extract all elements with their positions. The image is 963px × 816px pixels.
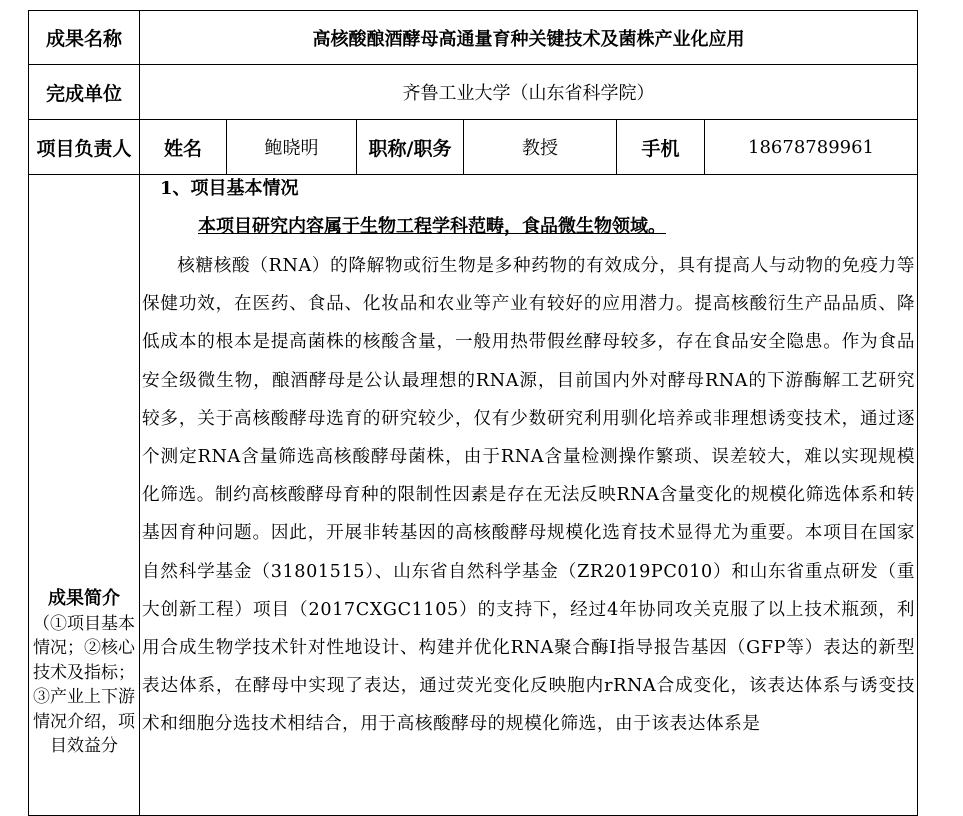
achievement-name-value: 高核酸酿酒酵母高通量育种关键技术及菌株产业化应用 xyxy=(140,11,918,65)
achievement-name-row xyxy=(29,11,918,65)
completing-unit-row xyxy=(29,65,918,120)
section-heading: 1、项目基本情况 xyxy=(160,178,299,199)
phone-value: 18678789961 xyxy=(705,120,918,175)
summary-label xyxy=(29,587,139,759)
title-position-label: 职称/职务 xyxy=(357,120,464,175)
achievement-name-label: 成果名称 xyxy=(29,11,140,65)
title-position-value: 教授 xyxy=(464,120,617,175)
summary-content-cell xyxy=(140,175,918,816)
project-leader-label: 项目负责人 xyxy=(29,120,140,175)
body-paragraph: 核糖核酸（RNA）的降解物或衍生物是多种药物的有效成分，具有提高人与动物的免疫力等保健功效，在医药、食品、化妆品和农业等产业有较好的应用潜力。提高核酸衍生产品品质、降低成本的根本是提高菌株的核酸含量，一般用热带假丝酵母较多，存在食品安全隐患。作为食品安全级微生物，酿酒酵母是公认最理想的RNA源，目前国内外对酵母RNA的下游酶解工艺研究较多，关于高核酸酵母选育的研究较少，仅有少数研究利用驯化培养或非理想诱变技术，通过逐个测定RNA含量筛选高核酸酵母菌株，由于RNA含量检测操作繁琐、误差较大，难以实现规模化筛选。制约高核酸酵母育种的限制性因素是存在无法反映RNA含量变化的规模化筛选体系和转基因育种问题。因此，开展非转基因的高核酸酵母规模化选育技术显得尤为重要。本项目在国家自然科学基金（31801515）、山东省自然科学基金（ZR2019PC010）和山东省重点研发（重大创新工程）项目（2017CXGC1105）的支持下，经过4年协同攻关克服了以上技术瓶颈，利用合成生物学技术针对性地设计、构建并优化RNA聚合酶Ⅰ指导报告基因（GFP等）表达的新型表达体系，在酵母中实现了表达，通过荧光变化反映胞内rRNA合成变化，该表达体系与诱变技术和细胞分选技术相结合，用于高核酸酵母的规模化筛选，由于该表达体系是 xyxy=(142,256,916,735)
completing-unit-value: 齐鲁工业大学（山东省科学院） xyxy=(140,65,918,120)
completing-unit-label: 完成单位 xyxy=(29,65,140,120)
summary-label-cell xyxy=(29,175,140,816)
project-leader-row xyxy=(29,120,918,175)
phone-label: 手机 xyxy=(617,120,705,175)
summary-row xyxy=(29,175,918,816)
field-subheading: 本项目研究内容属于生物工程学科范畴，食品微生物领域。 xyxy=(198,216,666,237)
summary-content xyxy=(142,175,915,744)
summary-title: 成果简介 xyxy=(48,588,120,609)
achievement-form-table xyxy=(28,10,918,816)
name-label: 姓名 xyxy=(140,120,227,175)
summary-note: （①项目基本情况；②核心技术及指标；③产业上下游情况介绍，项目效益分 xyxy=(33,613,135,756)
name-value: 鲍晓明 xyxy=(227,120,357,175)
